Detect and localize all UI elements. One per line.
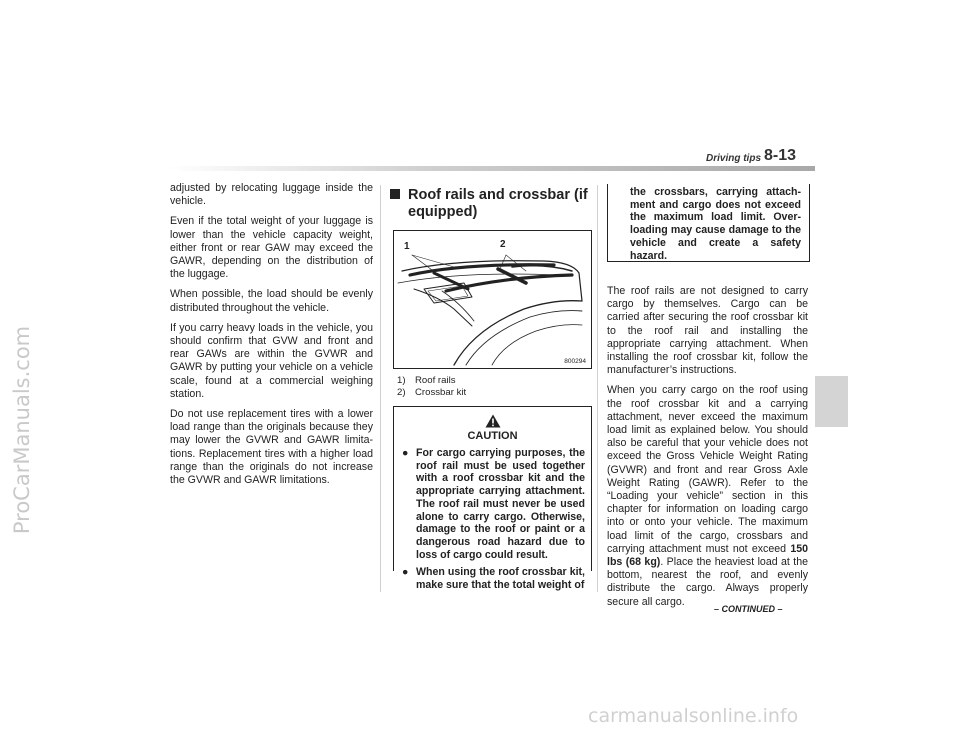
bottom-watermark: carmanualsonline.info <box>588 705 799 727</box>
figure-label-1: 1 <box>404 241 410 252</box>
continued-label: – CONTINUED – <box>714 604 783 614</box>
page-number: 8-13 <box>764 147 797 164</box>
column-divider <box>380 185 381 592</box>
load-limit-value: 150 lbs (68 kg) <box>607 542 808 569</box>
paragraph <box>607 384 808 608</box>
side-watermark-text: ProCarManuals.com <box>10 325 34 535</box>
caution-body <box>394 447 591 592</box>
header-section-title: Driving tips <box>706 153 762 164</box>
paragraph-text: . Place the heaviest load at the bottom, nearest the roof, and evenly distribute the cargo. Always properly secure all cargo. <box>607 556 808 608</box>
bullet-text: When using the roof crossbar kit, make sure that the total weight of <box>416 566 585 592</box>
caution-box <box>393 406 592 592</box>
roof-rail-illustration <box>394 231 591 368</box>
section-title <box>390 187 595 221</box>
figure-label-2: 2 <box>500 239 506 250</box>
chapter-tab <box>815 376 848 427</box>
section-mark-icon <box>390 189 400 199</box>
caution-heading: CAUTION <box>467 430 518 442</box>
bullet-text: For cargo carrying purposes, the roof rail must be used together with a roof crossbar kit and the appropriate carrying attachment. The roof rail must never be used alone to carry cargo. Otherwise, damage to the roof or paint or a dangerous road hazard due to loss of cargo could result. <box>416 447 585 561</box>
side-watermark <box>2 220 42 640</box>
roof-rail-figure <box>393 230 592 369</box>
paragraph: The roof rails are not designed to carry cargo by themselves. Cargo can be carried after securing the roof crossbar kit to the roof rail and installing the appropriate carrying attachment. When installing the roof crossbar kit, follow the manufacturer’s instructions. <box>607 285 808 377</box>
caption-number: 2) <box>397 387 406 398</box>
caution-box-continued <box>607 184 810 262</box>
column-divider <box>597 185 598 592</box>
section-title-line1: Roof rails and crossbar (if <box>408 187 588 203</box>
caption-item <box>397 375 466 387</box>
section-title-line2: equipped) <box>408 204 478 220</box>
paragraph: If you carry heavy loads in the vehicle, you should confirm that GVW and front and rear GAWs are within the GVWR and GAWR by putting your vehicle on a vehicle scale, found at a commercial weighing station. <box>170 321 373 400</box>
header-rule <box>170 166 815 171</box>
figure-code: 800294 <box>564 358 586 365</box>
caption-number: 1) <box>397 375 406 386</box>
caution-bullet <box>402 566 585 591</box>
caption-text: Crossbar kit <box>415 387 467 398</box>
paragraph: adjusted by relocating luggage inside the vehicle. <box>170 182 373 208</box>
bullet-icon: ● <box>402 447 409 459</box>
caution-header <box>394 407 591 442</box>
caution-bullet <box>402 447 585 561</box>
caution-continued-text: the crossbars, carrying attach-ment and cargo does not exceed the maximum load limit. Over-loading may cause damage to the vehicle and create a safety hazard. <box>630 186 801 262</box>
figure-captions <box>397 375 466 399</box>
bullet-icon: ● <box>402 566 409 579</box>
caption-text: Roof rails <box>415 375 456 386</box>
column-right <box>607 285 808 616</box>
paragraph: Even if the total weight of your luggage is lower than the vehicle capacity weight, either front or rear GAW may exceed the GAWR, depending on the distribution of the luggage. <box>170 215 373 281</box>
column-left <box>170 182 373 494</box>
warning-triangle-icon <box>485 414 501 428</box>
paragraph-text: When you carry cargo on the roof using the roof crossbar kit and a carrying attachment, never exceed the maximum load limit as explained below. You should also be careful that your vehicle does not exceed the Gross Vehicle Weight Rating (GVWR) and front and rear Gross Axle Weight Rating (GAWR). Refer to the “Loading your vehicle” section in this chapter for information on loading cargo into or onto your vehicle. The maximum load limit of the cargo, crossbars and carrying attachment must not exceed <box>607 384 808 555</box>
paragraph: When possible, the load should be evenly distributed throughout the vehicle. <box>170 288 373 314</box>
paragraph: Do not use replacement tires with a lower load range than the originals because they may lower the GVWR and GAWR limita-tions. Replacement tires with a higher load range than the originals do not increase the GVWR and GAWR limitations. <box>170 408 373 487</box>
caption-item <box>397 387 466 399</box>
